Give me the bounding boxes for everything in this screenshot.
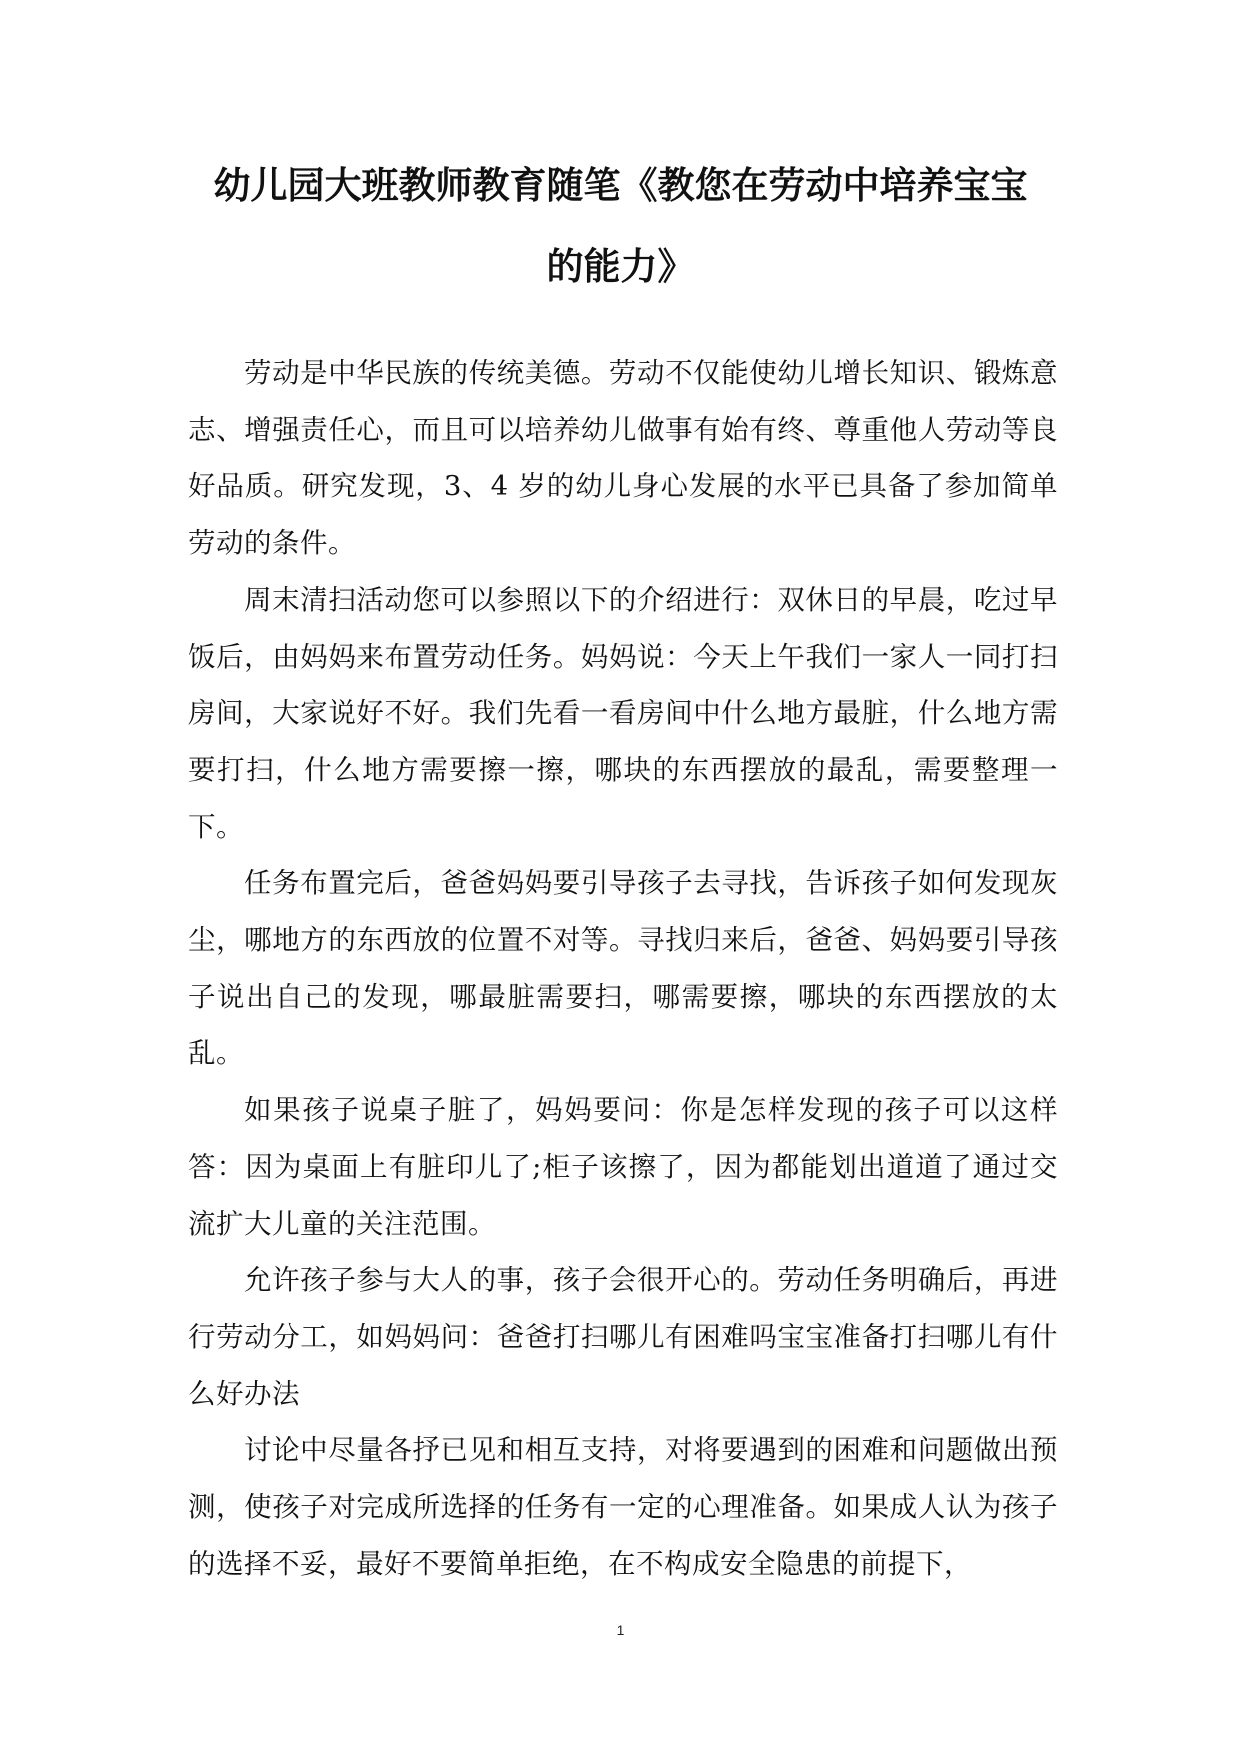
page-number: 1 bbox=[616, 1622, 625, 1638]
title-line-2: 的能力》 bbox=[546, 245, 695, 288]
paragraph: 允许孩子参与大人的事，孩子会很开心的。劳动任务明确后，再进行劳动分工，如妈妈问：爸爸打扫哪儿有困难吗宝宝准备打扫哪儿有什么好办法 bbox=[188, 1264, 1058, 1410]
paragraph: 如果孩子说桌子脏了，妈妈要问：你是怎样发现的孩子可以这样答：因为桌面上有脏印儿了;柜子该擦了，因为都能划出道道了通过交流扩大儿童的关注范围。 bbox=[188, 1094, 1058, 1240]
paragraph: 讨论中尽量各抒已见和相互支持，对将要遇到的困难和问题做出预测，使孩子对完成所选择的任务有一定的心理准备。如果成人认为孩子的选择不妥，最好不要简单拒绝，在不构成安全隐患的前提下， bbox=[188, 1434, 1058, 1580]
paragraph: 任务布置完后，爸爸妈妈要引导孩子去寻找，告诉孩子如何发现灰尘，哪地方的东西放的位置不对等。寻找归来后，爸爸、妈妈要引导孩子说出自己的发现，哪最脏需要扫，哪需要擦，哪块的东西摆放的太乱。 bbox=[188, 867, 1058, 1070]
page-title bbox=[150, 145, 1091, 307]
body-text bbox=[188, 345, 1058, 1592]
title-line-1: 幼儿园大班教师教育随笔《教您在劳动中培养宝宝 bbox=[213, 164, 1028, 207]
paragraph: 劳动是中华民族的传统美德。劳动不仅能使幼儿增长知识、锻炼意志、增强责任心，而且可以培养幼儿做事有始有终、尊重他人劳动等良好品质。研究发现，3、4 岁的幼儿身心发展的水平已具备了参加简单劳动的条件。 bbox=[188, 357, 1058, 560]
paragraph: 周末清扫活动您可以参照以下的介绍进行：双休日的早晨，吃过早饭后，由妈妈来布置劳动任务。妈妈说：今天上午我们一家人一同打扫房间，大家说好不好。我们先看一看房间中什么地方最脏，什么地方需要打扫，什么地方需要擦一擦，哪块的东西摆放的最乱，需要整理一下。 bbox=[188, 583, 1058, 843]
